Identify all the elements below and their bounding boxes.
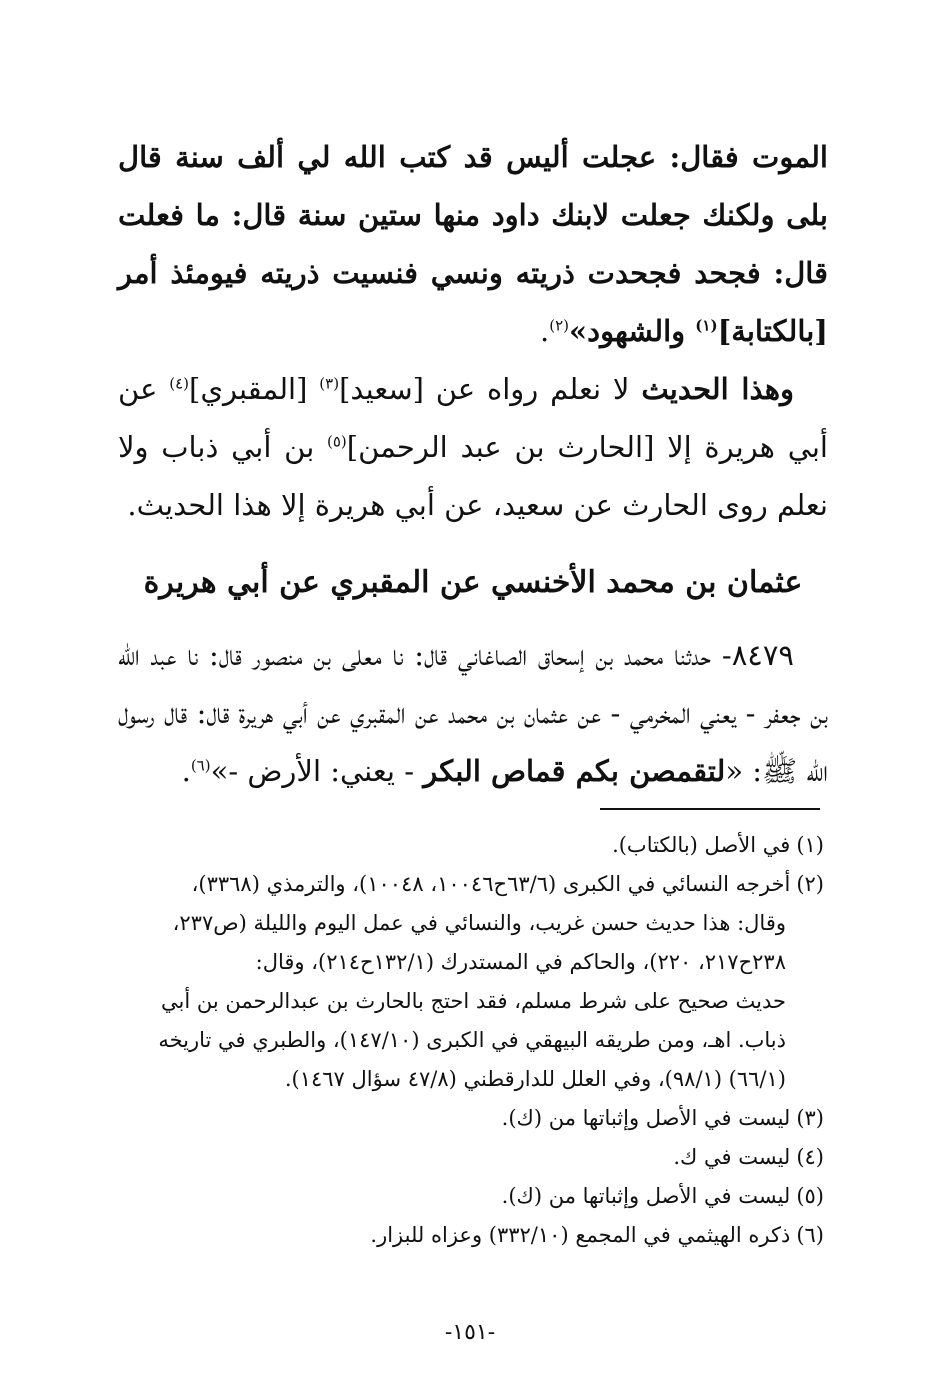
footnotes (112, 826, 824, 1255)
footnote-text: ذكره الهيثمي في المجمع (٣٣٢/١٠) وعزاه للبزار. (370, 1223, 791, 1247)
section-heading: عثمان بن محمد الأخنسي عن المقبري عن أبي هريرة (143, 565, 803, 600)
footnote-ref-3: (٣) (319, 374, 340, 393)
footnote-2-line-5: ذباب. اهـ، ومن طريقه البيهقي في الكبرى (١٤٧/١٠)، والطبري في تاريخه (158, 1028, 786, 1052)
main-text (118, 128, 828, 800)
commentary-text-2: [المقبري] (189, 372, 320, 406)
footnote-ref-2: (٢) (549, 316, 570, 335)
footnote-number: (٢) (796, 872, 824, 896)
footnote-ref-6: (٦) (190, 756, 211, 775)
page-number: -١٥١- (444, 1320, 496, 1345)
hadith-text-end: . (181, 754, 191, 788)
hadith-paragraph (118, 626, 828, 800)
footnote-text: أخرجه النسائي في الكبرى (٦٣/٦ح١٠٠٤٦، ١٠٠٤٨)، والترمذي (٣٣٦٨)، (191, 872, 791, 896)
footnote-2-line-2: وقال: هذا حديث حسن غريب، والنسائي في عمل اليوم والليلة (ص٢٣٧، (172, 911, 786, 935)
footnote-2-line-3: ٢٣٨ح٢١٧، ٢٢٠)، والحاكم في المستدرك (١٣٢/١ح٢١٤)، وقال: (255, 950, 786, 974)
footnote-2 (112, 865, 824, 904)
footnote-text: في الأصل (بالكتاب). (612, 833, 791, 857)
commentary-paragraph (118, 360, 828, 534)
footnote-number: (٦) (796, 1223, 824, 1247)
footnote-text: ليست في الأصل وإثباتها من (ك). (501, 1106, 791, 1130)
footnote-ref-4: (٤) (169, 374, 190, 393)
commentary-text-3: عن أبي هريرة إلا [الحارث بن عبد الرحمن] (118, 372, 828, 464)
footnote-number: (٥) (796, 1184, 824, 1208)
top-paragraph-text: الموت فقال: عجلت أليس قد كتب الله لي ألف سنة قال بلى ولكنك جعلت لابنك داود منها ستين سنة قال: ما فعلت قال: فجحد فجحدت ذريته ونسي فنسيت ذريته فيومئذ أمر [بالكتابة] (118, 140, 828, 348)
footnote-ref-5: (٥) (326, 432, 347, 451)
footnote-number: (٣) (796, 1106, 824, 1130)
footnote-5 (112, 1177, 824, 1216)
top-paragraph-text-2: والشهود» (569, 314, 696, 348)
top-paragraph (118, 128, 828, 360)
footnote-2-line-4: حديث صحيح على شرط مسلم، فقد احتج بالحارث بن عبدالرحمن بن أبي (160, 989, 786, 1013)
footnote-number: (١) (796, 833, 824, 857)
footnote-6 (112, 1216, 824, 1255)
hadith-text-2: - يعني: الأرض -» (210, 754, 424, 788)
hadith-bold-text: لتقمصن بكم قماص البكر (423, 754, 726, 788)
footnote-ref-1: (١) (695, 316, 718, 335)
footnote-3 (112, 1099, 824, 1138)
footnote-4 (112, 1138, 824, 1177)
footnote-1 (112, 826, 824, 865)
footnote-number: (٤) (796, 1145, 824, 1169)
commentary-text-4: بن أبي ذباب ولا نعلم روى الحارث عن سعيد، عن أبي هريرة إلا هذا الحديث. (118, 430, 828, 522)
footnote-text: ليست في الأصل وإثباتها من (ك). (501, 1184, 791, 1208)
footnote-text: ليست في ك. (673, 1145, 791, 1169)
footnote-separator (600, 808, 820, 810)
commentary-lead: وهذا الحديث (641, 372, 794, 406)
hadith-text-1: ٨٤٧٩- حدثنا محمد بن إسحاق الصاغاني قال: نا معلى بن منصور قال: نا عبد الله بن جعفر - يعني المخرمي - عن عثمان بن محمد عن المقبري عن أبي هريرة قال: قال رسول الله ﷺ: « (118, 638, 828, 788)
commentary-text-1: لا نعلم رواه عن [سعيد] (339, 372, 642, 406)
footnote-2-line-6: (٦٦/١) (٩٨/١)، وفي العلل للدارقطني (٤٧/٨ سؤال ١٤٦٧). (284, 1067, 786, 1091)
top-paragraph-end: . (540, 314, 550, 348)
